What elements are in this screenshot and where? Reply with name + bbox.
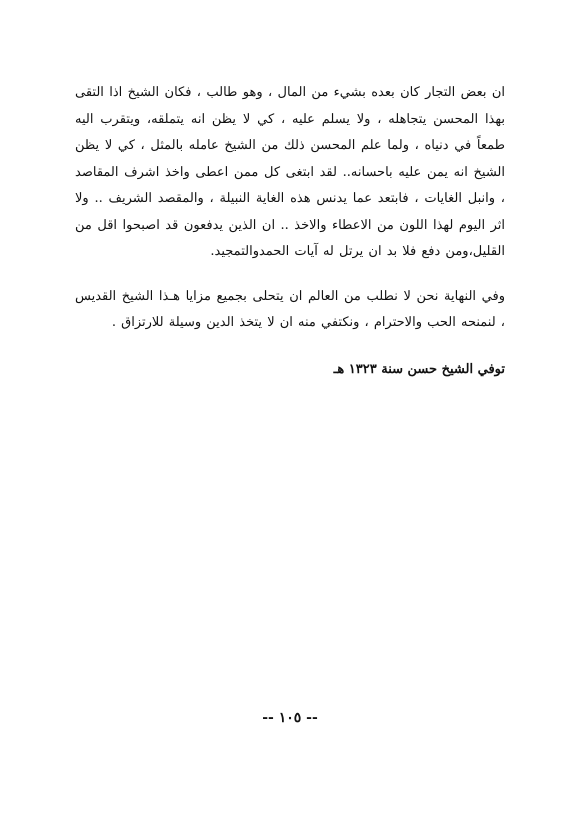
page-number: -- ١٠٥ -- bbox=[262, 710, 318, 726]
body-text bbox=[75, 80, 505, 383]
death-date-line: توفي الشيخ حسن سنة ١٣٢٣ هـ bbox=[333, 361, 505, 377]
paragraph-1: ان بعض التجار كان بعده بشيء من المال ، وهو طالب ، فكان الشيخ اذا التقى بهذا المحسن يتجاهله ، ولا يسلم عليه ، كي لا يظن انه يتملقه، ويتقرب اليه طمعاً في دنياه ، ولما علم المحسن ذلك من الشيخ عامله بالمثل ، كي لا يظن الشيخ انه يمن عليه باحسانه.. لقد ابتغى كل ممن اعطى واخذ اشرف المقاصد ، وانبل الغايات ، فابتعد عما يدنس هذه الغاية النبيلة ، والمقصد الشريف .. ولا اثر اليوم لهذا اللون من الاعطاء والاخذ .. ان الذين يدفعون قد اصبحوا اقل من القليل،ومن دفع فلا بد ان يرتل له آيات الحمدوالتمجيد. bbox=[75, 85, 505, 259]
paragraph-2: وفي النهاية نحن لا نطلب من العالم ان يتحلى بجميع مزايا هـذا الشيخ القديس ، لنمنحه الحب والاحترام ، ونكتفي منه ان لا يتخذ الدين وسيلة للارتزاق . bbox=[75, 288, 505, 330]
